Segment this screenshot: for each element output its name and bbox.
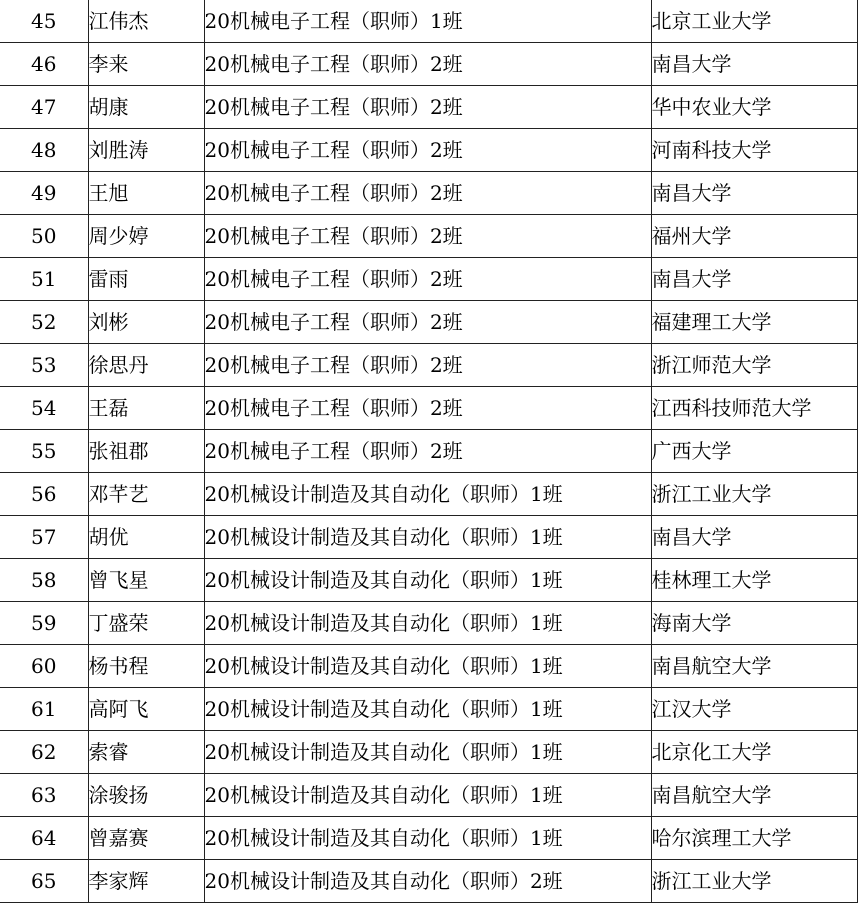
university-cell: 南昌大学 bbox=[651, 172, 857, 215]
student-name-cell: 高阿飞 bbox=[88, 688, 204, 731]
table-row bbox=[0, 817, 857, 860]
student-name-cell: 邓芊艺 bbox=[88, 473, 204, 516]
university-cell: 北京工业大学 bbox=[651, 0, 857, 43]
table-row bbox=[0, 344, 857, 387]
student-name-cell: 丁盛荣 bbox=[88, 602, 204, 645]
table-row bbox=[0, 258, 857, 301]
table-row bbox=[0, 516, 857, 559]
student-name-cell: 王磊 bbox=[88, 387, 204, 430]
row-number-cell: 59 bbox=[0, 602, 88, 645]
table-row bbox=[0, 172, 857, 215]
table-row bbox=[0, 129, 857, 172]
class-name-cell: 20机械电子工程（职师）2班 bbox=[204, 43, 651, 86]
class-name-cell: 20机械电子工程（职师）2班 bbox=[204, 387, 651, 430]
table-row bbox=[0, 602, 857, 645]
student-name-cell: 胡康 bbox=[88, 86, 204, 129]
university-cell: 浙江工业大学 bbox=[651, 473, 857, 516]
row-number-cell: 57 bbox=[0, 516, 88, 559]
class-name-cell: 20机械电子工程（职师）1班 bbox=[204, 0, 651, 43]
university-cell: 南昌大学 bbox=[651, 516, 857, 559]
university-cell: 南昌航空大学 bbox=[651, 645, 857, 688]
university-cell: 江西科技师范大学 bbox=[651, 387, 857, 430]
student-name-cell: 曾飞星 bbox=[88, 559, 204, 602]
table-row bbox=[0, 0, 857, 43]
row-number-cell: 45 bbox=[0, 0, 88, 43]
university-cell: 南昌航空大学 bbox=[651, 774, 857, 817]
class-name-cell: 20机械电子工程（职师）2班 bbox=[204, 258, 651, 301]
row-number-cell: 46 bbox=[0, 43, 88, 86]
row-number-cell: 64 bbox=[0, 817, 88, 860]
student-name-cell: 雷雨 bbox=[88, 258, 204, 301]
row-number-cell: 53 bbox=[0, 344, 88, 387]
student-name-cell: 李来 bbox=[88, 43, 204, 86]
row-number-cell: 55 bbox=[0, 430, 88, 473]
table-row bbox=[0, 688, 857, 731]
student-name-cell: 江伟杰 bbox=[88, 0, 204, 43]
row-number-cell: 61 bbox=[0, 688, 88, 731]
table-row bbox=[0, 43, 857, 86]
university-cell: 福建理工大学 bbox=[651, 301, 857, 344]
class-name-cell: 20机械电子工程（职师）2班 bbox=[204, 215, 651, 258]
university-cell: 江汉大学 bbox=[651, 688, 857, 731]
university-cell: 南昌大学 bbox=[651, 258, 857, 301]
class-name-cell: 20机械设计制造及其自动化（职师）1班 bbox=[204, 774, 651, 817]
row-number-cell: 47 bbox=[0, 86, 88, 129]
class-name-cell: 20机械电子工程（职师）2班 bbox=[204, 86, 651, 129]
class-name-cell: 20机械电子工程（职师）2班 bbox=[204, 129, 651, 172]
table-row bbox=[0, 860, 857, 903]
row-number-cell: 60 bbox=[0, 645, 88, 688]
class-name-cell: 20机械设计制造及其自动化（职师）1班 bbox=[204, 645, 651, 688]
row-number-cell: 48 bbox=[0, 129, 88, 172]
student-name-cell: 刘彬 bbox=[88, 301, 204, 344]
class-name-cell: 20机械设计制造及其自动化（职师）1班 bbox=[204, 731, 651, 774]
table-row bbox=[0, 473, 857, 516]
row-number-cell: 52 bbox=[0, 301, 88, 344]
student-name-cell: 杨书程 bbox=[88, 645, 204, 688]
university-cell: 浙江工业大学 bbox=[651, 860, 857, 903]
table-row bbox=[0, 774, 857, 817]
row-number-cell: 54 bbox=[0, 387, 88, 430]
row-number-cell: 50 bbox=[0, 215, 88, 258]
class-name-cell: 20机械设计制造及其自动化（职师）1班 bbox=[204, 516, 651, 559]
class-name-cell: 20机械电子工程（职师）2班 bbox=[204, 430, 651, 473]
class-name-cell: 20机械设计制造及其自动化（职师）1班 bbox=[204, 559, 651, 602]
student-name-cell: 刘胜涛 bbox=[88, 129, 204, 172]
class-name-cell: 20机械电子工程（职师）2班 bbox=[204, 172, 651, 215]
class-name-cell: 20机械电子工程（职师）2班 bbox=[204, 301, 651, 344]
university-cell: 南昌大学 bbox=[651, 43, 857, 86]
class-name-cell: 20机械设计制造及其自动化（职师）1班 bbox=[204, 602, 651, 645]
table-row bbox=[0, 86, 857, 129]
university-cell: 福州大学 bbox=[651, 215, 857, 258]
student-name-cell: 周少婷 bbox=[88, 215, 204, 258]
row-number-cell: 56 bbox=[0, 473, 88, 516]
row-number-cell: 51 bbox=[0, 258, 88, 301]
student-name-cell: 索睿 bbox=[88, 731, 204, 774]
student-name-cell: 曾嘉赛 bbox=[88, 817, 204, 860]
student-name-cell: 涂骏扬 bbox=[88, 774, 204, 817]
table-row bbox=[0, 387, 857, 430]
table-row bbox=[0, 301, 857, 344]
student-name-cell: 胡优 bbox=[88, 516, 204, 559]
class-name-cell: 20机械电子工程（职师）2班 bbox=[204, 344, 651, 387]
university-cell: 海南大学 bbox=[651, 602, 857, 645]
university-cell: 浙江师范大学 bbox=[651, 344, 857, 387]
row-number-cell: 65 bbox=[0, 860, 88, 903]
table-row bbox=[0, 430, 857, 473]
row-number-cell: 58 bbox=[0, 559, 88, 602]
university-cell: 华中农业大学 bbox=[651, 86, 857, 129]
class-name-cell: 20机械设计制造及其自动化（职师）2班 bbox=[204, 860, 651, 903]
table-row bbox=[0, 559, 857, 602]
table-row bbox=[0, 645, 857, 688]
student-name-cell: 李家辉 bbox=[88, 860, 204, 903]
row-number-cell: 63 bbox=[0, 774, 88, 817]
university-cell: 哈尔滨理工大学 bbox=[651, 817, 857, 860]
student-name-cell: 徐思丹 bbox=[88, 344, 204, 387]
table-row bbox=[0, 731, 857, 774]
class-name-cell: 20机械设计制造及其自动化（职师）1班 bbox=[204, 473, 651, 516]
row-number-cell: 62 bbox=[0, 731, 88, 774]
table-row bbox=[0, 215, 857, 258]
student-name-cell: 王旭 bbox=[88, 172, 204, 215]
student-name-cell: 张祖郡 bbox=[88, 430, 204, 473]
university-cell: 河南科技大学 bbox=[651, 129, 857, 172]
row-number-cell: 49 bbox=[0, 172, 88, 215]
university-cell: 北京化工大学 bbox=[651, 731, 857, 774]
university-cell: 桂林理工大学 bbox=[651, 559, 857, 602]
university-cell: 广西大学 bbox=[651, 430, 857, 473]
class-name-cell: 20机械设计制造及其自动化（职师）1班 bbox=[204, 688, 651, 731]
class-name-cell: 20机械设计制造及其自动化（职师）1班 bbox=[204, 817, 651, 860]
